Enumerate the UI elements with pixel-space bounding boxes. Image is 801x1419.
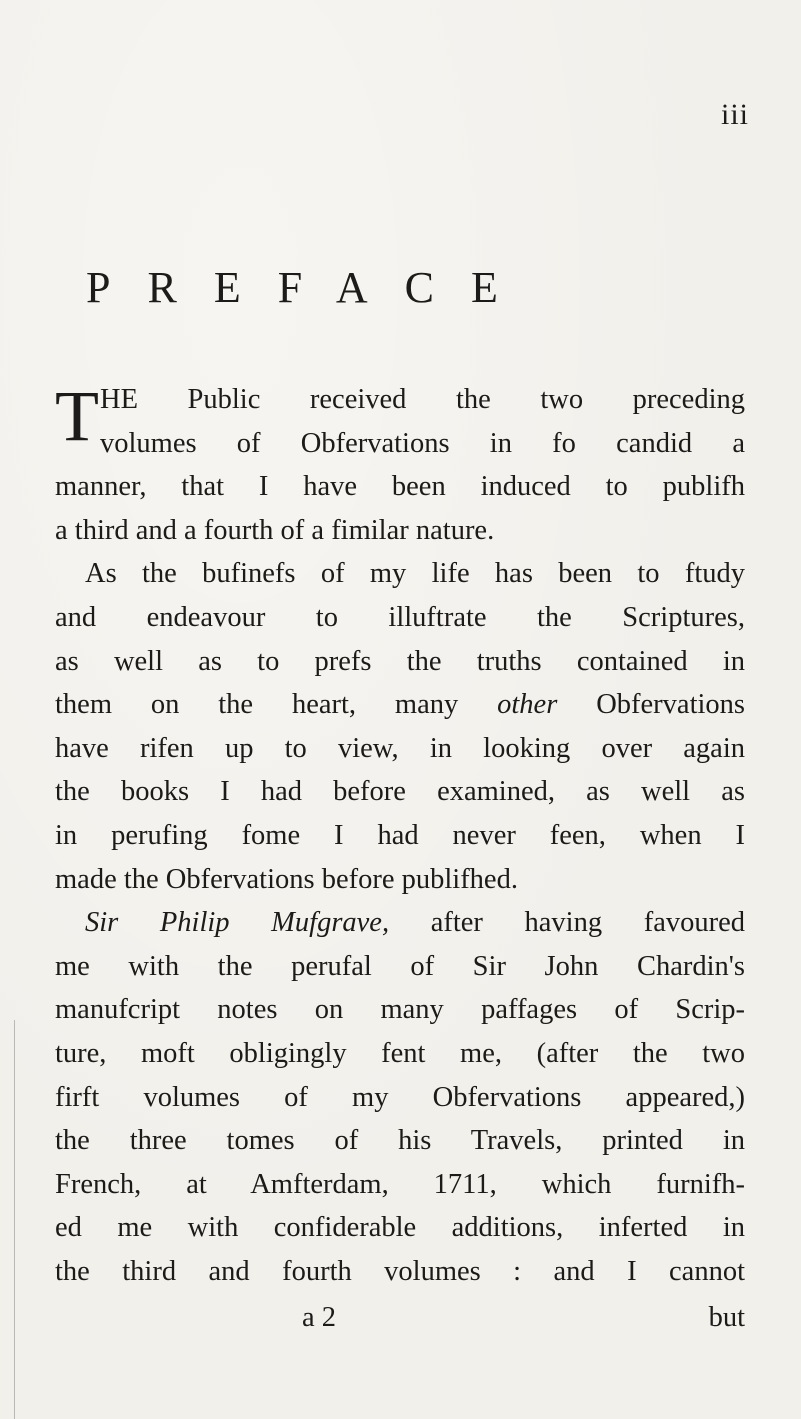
text-line: and endeavour to illuftrate the Scriptures,: [55, 601, 745, 633]
text-line: firft volumes of my Obfervations appeared,): [55, 1081, 745, 1113]
catchword: but: [708, 1302, 745, 1333]
italic-name: Sir Philip Mufgrave,: [85, 907, 390, 939]
text-line: as well as to prefs the truths contained in: [55, 645, 745, 677]
page-title: PREFACE: [86, 263, 535, 312]
binding-shadow: [14, 1020, 15, 1419]
page-footer: [55, 1302, 745, 1342]
italic-word: other: [497, 689, 558, 721]
text-line: As the bufinefs of my life has been to ftudy: [85, 558, 745, 590]
text-line-mixed: [55, 683, 745, 727]
text-line: the three tomes of his Travels, printed in: [55, 1125, 745, 1157]
text-line: manufcript notes on many paffages of Scrip-: [55, 994, 745, 1026]
text-line: HE Public received the two preceding: [100, 384, 745, 415]
text-line: the books I had before examined, as well as: [55, 776, 745, 808]
text-line: the third and fourth volumes : and I cannot: [55, 1255, 745, 1287]
text-line: me with the perufal of Sir John Chardin's: [55, 950, 745, 982]
text-line: volumes of Obfervations in fo candid a: [100, 427, 745, 459]
text-line: ed me with confiderable additions, inferted in: [55, 1212, 745, 1244]
text-fragment: them on the heart, many: [55, 689, 459, 721]
paragraph-2: [55, 552, 745, 901]
text-line: made the Obfervations before publifhed.: [55, 863, 518, 895]
page-number: iii: [720, 98, 749, 131]
preface-body: [55, 378, 745, 1293]
text-fragment: after having favoured: [430, 907, 745, 939]
text-fragment: Obfervations: [596, 689, 745, 721]
text-line: in perufing fome I had never feen, when I: [55, 819, 745, 851]
text-line: manner, that I have been induced to publifh: [55, 471, 745, 503]
signature-mark: a 2: [302, 1302, 337, 1333]
text-line: ture, moft obligingly fent me, (after the two: [55, 1037, 745, 1069]
drop-cap: T: [55, 376, 99, 456]
text-line-mixed: [55, 901, 745, 945]
paragraph-1: [55, 378, 745, 552]
paragraph-3: [55, 901, 745, 1293]
text-line: have rifen up to view, in looking over again: [55, 732, 745, 764]
text-line: a third and a fourth of a fimilar nature.: [55, 514, 495, 546]
text-line: French, at Amfterdam, 1711, which furnifh-: [55, 1168, 745, 1200]
